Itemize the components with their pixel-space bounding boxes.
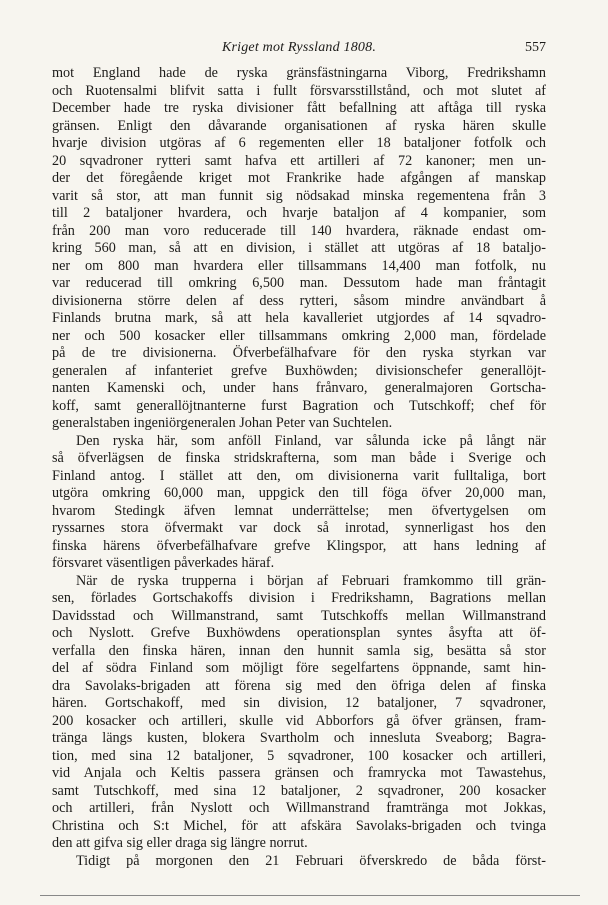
page-number: 557 [525, 40, 546, 55]
text-line: 20 sqvadroner rytteri samt hafva ett artilleri af 72 kanoner; men un- [52, 152, 546, 169]
body-text [52, 65, 546, 870]
text-line: koff, samt generallöjtnanterne furst Bagration och Tutschkoff; chef för [52, 397, 546, 414]
text-line: När de ryska trupperna i början af Februari framkommo till grän- [76, 572, 546, 589]
text-line: gränsen. Enligt den dåvarande organisationen af ryska hären skulle [52, 117, 546, 134]
running-title: Kriget mot Ryssland 1808. [221, 40, 377, 55]
text-line: mot England hade de ryska gränsfästningarna Viborg, Fredrikshamn [52, 65, 546, 81]
text-line: var reducerad till omkring 6,500 man. Dessutom hade man fråntagit [52, 275, 546, 291]
text-line: så öfverlägsen de finska stridskrafterna, som man både i Sverige och [52, 450, 546, 466]
bottom-edge-rule [40, 895, 580, 896]
text-line: varit så stor, att man funnit sig nödsakad minska regementena från 3 [52, 187, 546, 204]
running-header [52, 38, 546, 60]
text-line: December hade tre ryska divisioner fått befallning att aftåga till ryska [52, 100, 546, 116]
text-line: del af södra Finland som möjligt före segelfartens öppnande, samt hin- [52, 660, 546, 676]
text-line: och artilleri, från Nyslott och Willmanstrand framtränga mot Jokkas, [52, 800, 546, 816]
text-line: Finland antog. I stället att den, om divisionerna varit fulltaliga, bort [52, 467, 546, 484]
text-line: hären. Gortschakoff, med sin division, 12 bataljoner, 7 sqvadroner, [52, 695, 546, 711]
text-line: utgöra omkring 60,000 man, uppgick den till föga öfver 20,000 man, [52, 485, 546, 501]
text-line: generalstaben ingeniörgeneralen Johan Peter van Suchtelen. [52, 415, 393, 431]
text-line: samt Tutschkoff, med sina 12 bataljoner, 2 sqvadroner, 200 kosacker [52, 782, 546, 799]
text-line: verfalla den finska hären, innan den hunnit samla sig, besätta så stor [52, 642, 546, 659]
text-line: den att gifva sig eller draga sig längre norrut. [52, 835, 308, 851]
text-line: tränga längs kusten, blokera Svartholm och innesluta Sveaborg; Bagra- [52, 730, 546, 746]
text-line: ner om 800 man hvardera eller tillsammans 14,400 man fotfolk, nu [52, 257, 546, 274]
text-line: dra Savolaks-brigaden att förena sig med den öfriga delen af finska [52, 677, 546, 694]
text-line: på de tre divisionerna. Öfverbefälhafvare för den ryska styrkan var [52, 345, 546, 361]
text-line: Den ryska här, som anföll Finland, var sålunda icke på långt när [76, 432, 546, 449]
text-line: vid Anjala och Keltis passera gränsen och framrycka mot Tawastehus, [52, 765, 546, 781]
text-line: försvaret väsentligen påverkades häraf. [52, 555, 275, 571]
text-line: Christina och S:t Michel, för att afskära Savolaks-brigaden och tvinga [52, 817, 546, 834]
text-line: Tidigt på morgonen den 21 Februari öfverskredo de båda först- [76, 852, 546, 869]
text-line: från 200 man voro reducerade till 140 hvardera, räknade endast om- [52, 222, 546, 239]
text-line: 200 kosacker och artilleri, skulle vid Abborfors gå öfver gränsen, fram- [52, 712, 546, 729]
text-line: tion, med sina 12 bataljoner, 5 sqvadroner, 100 kosacker och artilleri, [52, 747, 546, 764]
text-line: till 2 bataljoner hvardera, och hvarje bataljon af 4 kompanier, som [52, 205, 546, 221]
text-line: ner och 500 kosacker eller tillsammans omkring 2,000 man, fördelade [52, 327, 546, 344]
text-line: finska härens öfverbefälhafvare grefve Klingspor, att hans ledning af [52, 537, 546, 554]
text-line: kring 560 man, så att en division, i stället att utgöras af 18 bataljo- [52, 240, 546, 256]
text-line: der det föregående kriget mot Frankrike hade afgången af manskap [52, 170, 546, 186]
text-line: Davidsstad och Willmanstrand, samt Tutschkoffs mellan Willmanstrand [52, 607, 546, 624]
text-line: Finlands brutna mark, så att hela kavalleriet utgjordes af 14 sqvadro- [52, 310, 546, 326]
text-line: och Ruotensalmi blifvit satta i fullt försvarsstillstånd, och mot slutet af [52, 82, 546, 99]
text-line: nanten Kamenski och, under hans frånvaro, generalmajoren Gortscha- [52, 380, 546, 396]
text-line: och Nyslott. Grefve Buxhöwdens operationsplan syntes åsyfta att öf- [52, 625, 546, 641]
text-line: ryssarnes stora öfvermakt var dock så inrotad, synnerligast hos den [52, 520, 546, 536]
text-line: divisionerna större delen af dess rytteri, såsom mindre användbart å [52, 292, 546, 309]
text-line: generalen af infanteriet grefve Buxhöwden; divisionschefer generallöjt- [52, 362, 546, 379]
text-line: hvarom Stedingk äfven lemnat underrättelse; men öfvertygelsen om [52, 502, 546, 519]
text-line: sen, förlades Gortschakoffs division i Fredrikshamn, Bagrations mellan [52, 590, 546, 606]
text-line: hvarje division utgöras af 6 regementen eller 18 bataljoner fotfolk och [52, 135, 546, 151]
